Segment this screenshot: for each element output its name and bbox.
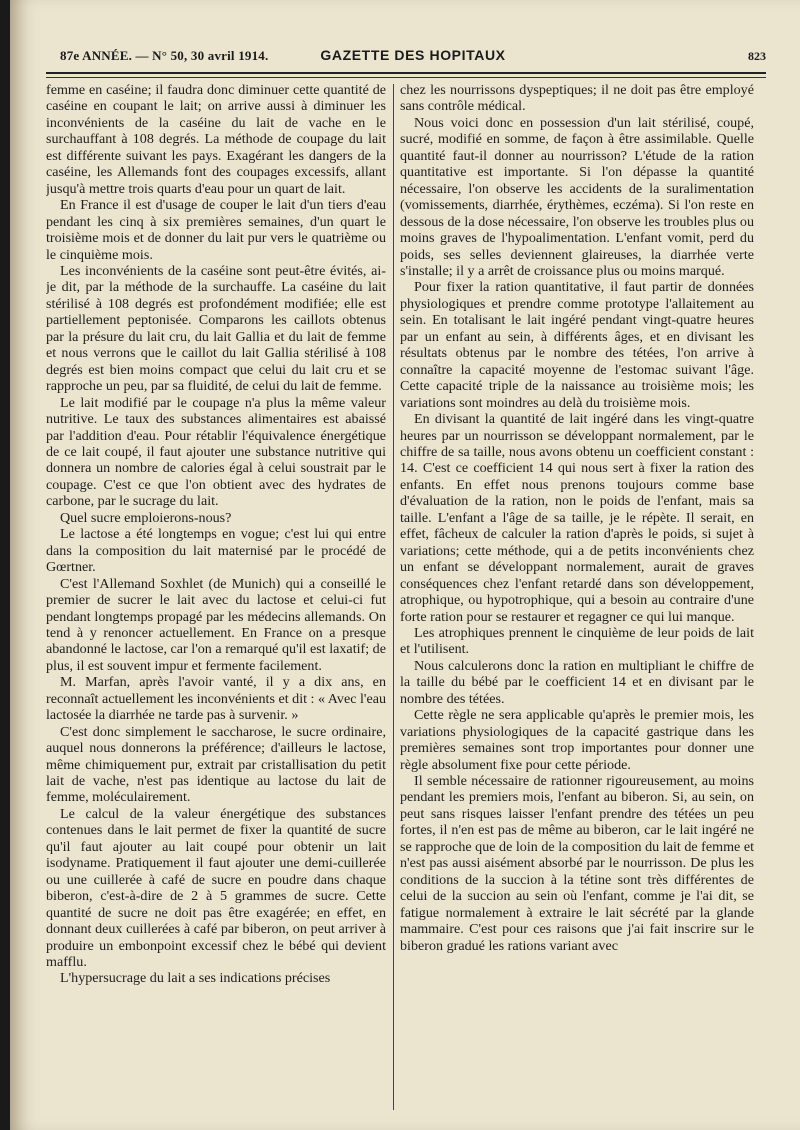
paragraph: C'est l'Allemand Soxhlet (de Munich) qui a conseillé le premier de sucrer le lait avec du lactose et celui-ci fut pendant longtemps propagé par les médecins allemands. On tend à y renoncer actuellement. En France on a presque abandonné le lactose, car l'on a remarqué qu'il est laxatif; de plus, il est souvent impur et fermente facilement. bbox=[46, 575, 386, 674]
paragraph: M. Marfan, après l'avoir vanté, il y a dix ans, en reconnaît actuellement les inconvénients et dit : « Avec l'eau lactosée la diarrhée ne tarde pas à survenir. » bbox=[46, 674, 386, 724]
paragraph: Les inconvénients de la caséine sont peut-être évités, ai-je dit, par la méthode de la surchauffe. La caséine du lait stérilisé à 108 degrés est profondément modifiée; elle est partiellement peptonisée. Comparons les caillots obtenus par la présure du lait cru, du lait Gallia et du lait de femme et nous verrons que le caillot du lait Gallia stérilisé à 108 degrés est bien moins compact que celui du lait cru et se rapproche un peu, par sa fluidité, de celui du lait de femme. bbox=[46, 262, 386, 395]
paragraph: En France il est d'usage de couper le lait d'un tiers d'eau pendant les cinq à six premières semaines, d'un quart le troisième mois et de donner du lait pur vers le quatrième ou le cinquième mois. bbox=[46, 197, 386, 263]
page-header bbox=[60, 44, 766, 68]
page-number: 823 bbox=[748, 49, 766, 63]
header-rule-thick bbox=[46, 72, 766, 74]
paragraph: En divisant la quantité de lait ingéré dans les vingt-quatre heures par un nourrisson se développant normalement, par le chiffre de sa taille, nous avons obtenu un coefficient constant : 14. C'est ce coefficient 14 qui nous sert à fixer la ration des enfants. En effet nous prenons toujours comme base d'évaluation de la ration, non le poids de l'enfant, mais sa taille. L'enfant a l'âge de sa taille, je le répète. Il serait, en effet, fâcheux de calculer la ration d'après le poids, si sujet à variations; cette méthode, qui a de petits inconvénients chez un enfant se développant normalement, aurait de graves conséquences chez l'enfant retardé dans son développement, atrophique, ou hypotrophique, qui a besoin au contraire d'une forte ration pour se restaurer et regagner ce qui lui manque. bbox=[400, 411, 754, 625]
paragraph: C'est donc simplement le saccharose, le sucre ordinaire, auquel nous donnerons la préférence; d'ailleurs le lactose, même chimiquement pur, extrait par cristallisation du petit lait de vache, n'est pas identique au lactose du lait de femme, moléculairement. bbox=[46, 723, 386, 806]
paragraph: Il semble nécessaire de rationner rigoureusement, au moins pendant les premiers mois, l'enfant au biberon. Si, au sein, on peut sans risques laisser l'enfant prendre des tétées un peu fortes, il n'en est pas de même au biberon, car le lait ingéré ne se rapproche que de loin de la composition du lait de femme et n'est pas aussi aisément absorbé par le nourrisson. De plus les conditions de la succion à la tétine sont très différentes de celui de la succion au sein où l'enfant, comme je l'ai dit, se fatigue normalement à extraire le lait sécrété par la glande mammaire. C'est pour ces raisons que j'ai fait inscrire sur le biberon gradué les rations variant avec bbox=[400, 773, 754, 954]
left-column bbox=[46, 82, 386, 1112]
paragraph: L'hypersucrage du lait a ses indications précises bbox=[60, 970, 331, 987]
header-rule-thin bbox=[46, 77, 766, 78]
paragraph: femme en caséine; il faudra donc diminuer cette quantité de caséine en coupant le lait; on arrive aussi à diminuer les inconvénients de la caséine du lait de vache en le surchauffant à 108 degrés. La méthode de coupage du lait est différente suivant les pays. Exagérant les dangers de la caséine, les Allemands font des coupages excessifs, allant jusqu'à mettre trois quarts d'eau pour un quart de lait. bbox=[46, 82, 386, 197]
paragraph: Les atrophiques prennent le cinquième de leur poids de lait et l'utilisent. bbox=[400, 624, 754, 658]
paragraph: Nous voici donc en possession d'un lait stérilisé, coupé, sucré, modifié en somme, de façon à être assimilable. Quelle quantité faut-il donner au nourrisson? L'étude de la ration quantitative est importante. Si l'on dépasse la quantité nécessaire, l'on observe les accidents de la suralimentation (vomissements, diarrhée, érythèmes, eczéma). Si l'on reste en dessous de la dose nécessaire, l'on observe les troubles plus ou moins graves de l'hypoalimentation. L'enfant vomit, perd du poids, ses selles deviennent glaireuses, la diarrhée verte s'installe; il y a arrêt de croissance plus ou moins marqué. bbox=[400, 114, 754, 279]
paragraph: Nous calculerons donc la ration en multipliant le chiffre de la taille du bébé par le coefficient 14 et en divisant par le nombre des tétées. bbox=[400, 657, 754, 707]
paragraph: Le lactose a été longtemps en vogue; c'est lui qui entre dans la composition du lait maternisé par le procédé de Gœrtner. bbox=[46, 526, 386, 576]
paragraph: Le lait modifié par le coupage n'a plus la même valeur nutritive. Le taux des substances alimentaires est abaissé par l'addition d'eau. Pour rétablir l'équivalence énergétique de ce lait coupé, il faut ajouter une substance nutritive qui donnera un nombre de calories égal à celui soustrait par le coupage. C'est ce que l'on obtient avec des hydrates de carbone, par le sucrage du lait. bbox=[46, 394, 386, 510]
journal-title: GAZETTE DES HOPITAUX bbox=[320, 47, 506, 63]
issue-info: 87e ANNÉE. — N° 50, 30 avril 1914. bbox=[60, 48, 269, 63]
paragraph: Cette règle ne sera applicable qu'après le premier mois, les variations physiologiques de la capacité gastrique dans les premières semaines sont trop importantes pour donner une règle absolument fixe pour cette période. bbox=[400, 707, 754, 773]
paragraph: Quel sucre emploierons-nous? bbox=[60, 509, 232, 526]
column-divider bbox=[393, 84, 394, 1110]
right-column bbox=[400, 82, 754, 1112]
paragraph: chez les nourrissons dyspeptiques; il ne doit pas être employé sans contrôle médical. bbox=[400, 82, 754, 115]
paragraph: Pour fixer la ration quantitative, il faut partir de données physiologiques et prendre comme prototype l'allaitement au sein. En totalisant le lait ingéré pendant vingt-quatre heures par un enfant au sein, à différents âges, et en divisant les résultats obtenus par le nombre des tétées, l'on arrive à connaître la capacité moyenne de l'estomac suivant l'âge. Cette capacité triple de la naissance au troisième mois; les variations sont moindres au delà du troisième mois. bbox=[400, 279, 754, 411]
paragraph: Le calcul de la valeur énergétique des substances contenues dans le lait permet de fixer la quantité de sucre qu'il faut ajouter au lait coupé pour obtenir un lait isodyname. Pratiquement il faut ajouter une demi-cuillerée ou une cuillerée à café de sucre en poudre dans chaque biberon, c'est-à-dire de 2 à 5 grammes de sucre. Cette quantité de sucre ne doit pas être exagérée; en effet, en donnant deux cuillerées à café par biberon, on peut arriver à produire un embonpoint excessif chez le bébé qui devient mafflu. bbox=[46, 805, 386, 971]
